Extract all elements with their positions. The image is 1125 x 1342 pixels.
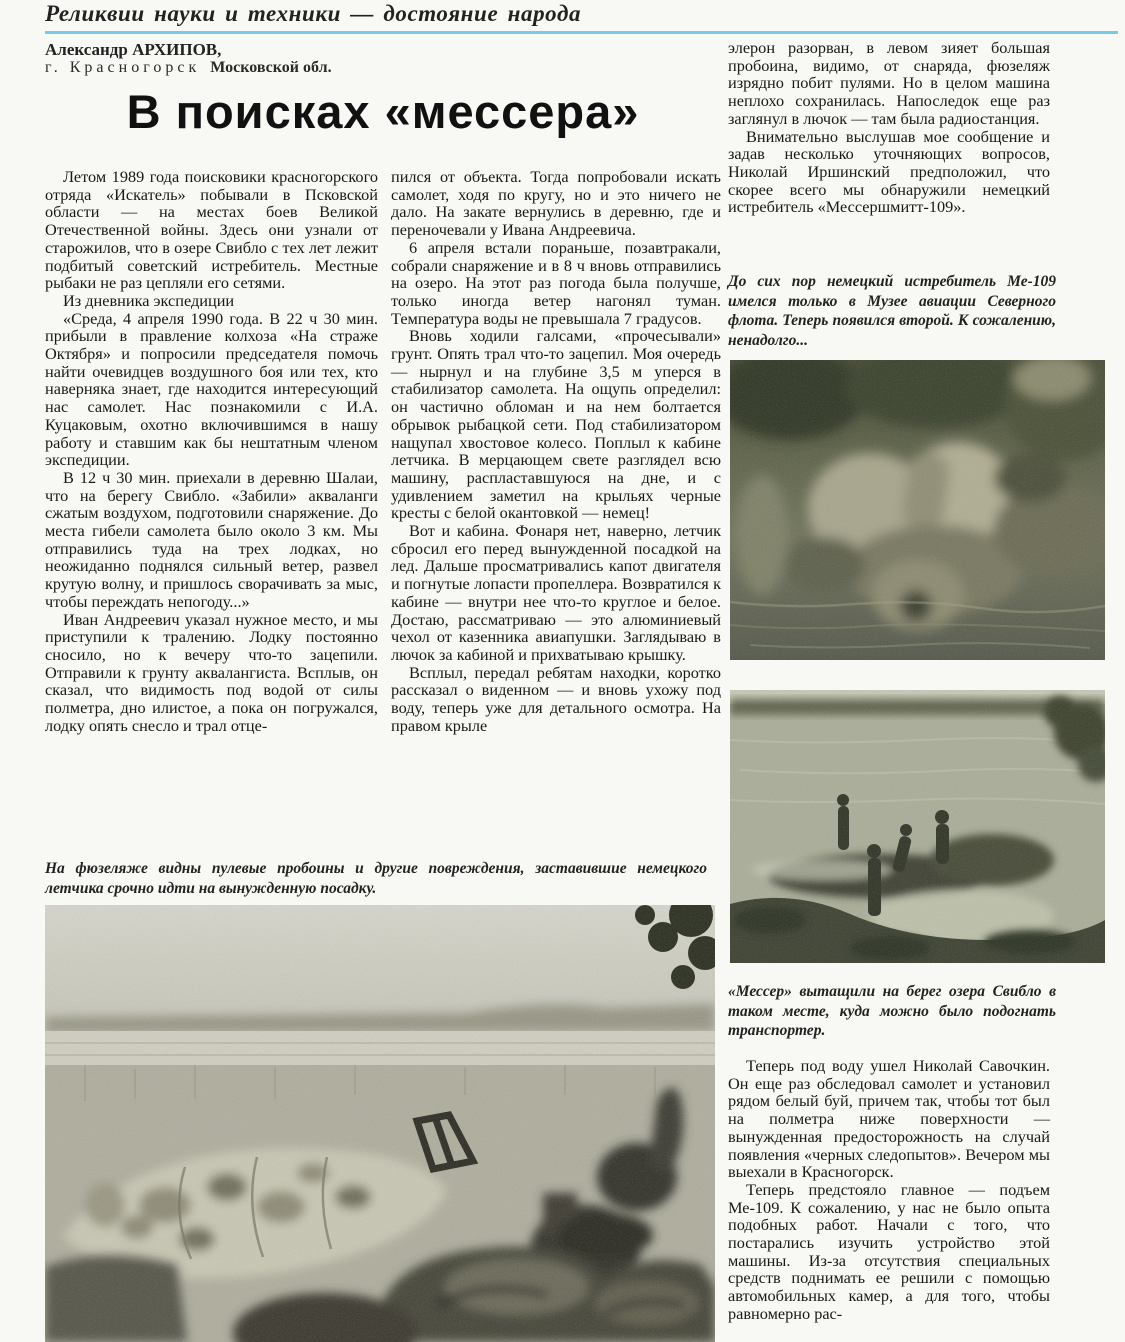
photo-fuselage-closeup	[45, 905, 715, 1342]
paragraph: Иван Андреевич указал нужное место, и мы приступили к тралению. Лодку постоянно сносило, но к вечеру что-то зацепили. Отправили к грунту аквалангиста. Всплыв, он сказал, что видимость под водой от силы полметра, дно илистое, а пока он погружался, лодку опять снесло и трал отце-	[45, 609, 378, 735]
paragraph: 6 апреля встали пораньше, позавтракали, собрали снаряжение и в 8 ч вновь отправились на озеро. На этот раз погода была получше, только иногда ветер нагонял туман. Температура воды не превышала 7 градусов.	[391, 237, 721, 328]
column-right-top	[728, 39, 1050, 216]
paragraph: Теперь предстояло главное — подъем Ме-109. К сожалению, у нас не было опыта подобных работ. Начали с того, что постарались изучить устройство этой машины. Из-за отсутствия специальных средств поднимать ее решили с помощью автомобильных камер, а для того, чтобы равномерно рас-	[728, 1179, 1050, 1323]
column-middle	[391, 168, 721, 735]
photo1-caption: До сих пор немецкий истребитель Ме-109 имелся только в Музее авиации Северного флота. Теперь появился второй. К сожалению, ненадолго...	[728, 273, 1056, 349]
author-region: Московской обл.	[210, 59, 332, 76]
section-kicker: Реликвии науки и техники — достояние народа	[45, 1, 582, 26]
paragraph: Вновь ходили галсами, «прочесывали» грунт. Опять трал что-то зацепил. Моя очередь — нырнул и на глубине 3,5 м уперся в стабилизатор самолета. На ощупь определил: он частично обломан и на нем болтается обрывок рыбацкой сети. Под стабилизатором нащупал хвостовое колесо. Поплыл к кабине летчика. В мерцающем свете разглядел всю машину, распластавшуюся на дне, и с удивлением заметил на крыльях черные кресты с белой окантовкой — немец!	[391, 326, 721, 523]
paragraph: элерон разорван, в левом зияет большая пробоина, видимо, от снаряда, фюзеляж изрядно побит пулями. Но в целом машина неплохо сохранилась. Напоследок еще раз заглянул в лючок — там была радиостанция.	[728, 38, 1050, 128]
paragraph: В 12 ч 30 мин. приехали в деревню Шалаи, что на берегу Свибло. «Забили» акваланги сжатым воздухом, подготовили снаряжение. До места гибели самолета было около 3 км. Мы отправились туда на трех лодках, но неожиданно поднялся сильный ветер, развел крутую волну, и пришлось сворачивать за мыс, чтобы переждать непогоду...»	[45, 467, 378, 611]
photo3-caption: На фюзеляже видны пулевые пробоины и другие повреждения, заставившие немецкого летчика срочно идти на вынужденную посадку.	[45, 860, 707, 897]
paragraph: Всплыл, передал ребятам находки, коротко рассказал о виденном — и вновь ухожу под воду, теперь уже для детального осмотра. На правом крыле	[391, 662, 721, 735]
author-name: Александр АРХИПОВ,	[45, 40, 222, 59]
paragraph: пился от объекта. Тогда попробовали искать самолет, ходя по кругу, но и это ничего не дало. На закате вернулись в деревню, где и переночевали у Ивана Андреевича.	[391, 167, 721, 240]
photo-wreck-on-shore	[730, 690, 1105, 963]
paragraph: Летом 1989 года поисковики красногорского отряда «Искатель» побывали в Псковской области — на местах боев Великой Отечественной войны. Здесь они узнали от старожилов, что в озере Свибло с тех лет лежит подбитый советский истребитель. Местные рыбаки не раз цепляли его сетями.	[45, 167, 378, 293]
paragraph: Из дневника экспедиции	[63, 290, 235, 310]
paragraph: «Среда, 4 апреля 1990 года. В 22 ч 30 мин. прибыли в правление колхоза «На страже Октября» и попросили председателя помочь найти очевидцев воздушного боя или тех, кто наверняка знает, где находится интересующий нас самолет. Нас познакомили с И.А. Куцаковым, охотно включившимся в нашу работу и ставшим как бы нештатным членом экспедиции.	[45, 308, 378, 470]
paragraph: Вот и кабина. Фонаря нет, наверно, летчик сбросил его перед вынужденной посадкой на лед. Дальше просматривались капот двигателя и погнутые лопасти пропеллера. Возвратился к кабине — внутри нее что-то круглое и белое. Достаю, рассматриваю — это алюминиевый чехол от казенника авиапушки. Заглядываю в лючок за кабиной и прихватываю крышку.	[391, 521, 721, 664]
column-left	[45, 168, 378, 735]
author-location	[45, 59, 332, 77]
article-title: В поисках «мессера»	[126, 85, 640, 138]
header-rule	[45, 31, 1118, 34]
column-right-bottom	[728, 1057, 1050, 1323]
paragraph: Теперь под воду ушел Николай Савочкин. Он еще раз обследовал самолет и установил рядом белый буй, причем так, чтобы тот был на полметра ниже поверхности — вынужденная предосторожность на случай появления «черных следопытов». Вечером мы выехали в Красногорск.	[728, 1056, 1050, 1182]
author-city: г. Красногорск	[45, 59, 201, 76]
photo-wreck-in-water	[730, 360, 1105, 660]
photo2-caption: «Мессер» вытащили на берег озера Свибло в таком месте, куда можно было подогнать транспортер.	[728, 983, 1056, 1039]
paragraph: Внимательно выслушав мое сообщение и задав несколько уточняющих вопросов, Николай Иршинский предположил, что скорее всего мы обнаружили немецкий истребитель «Мессершмитт-109».	[728, 126, 1050, 217]
